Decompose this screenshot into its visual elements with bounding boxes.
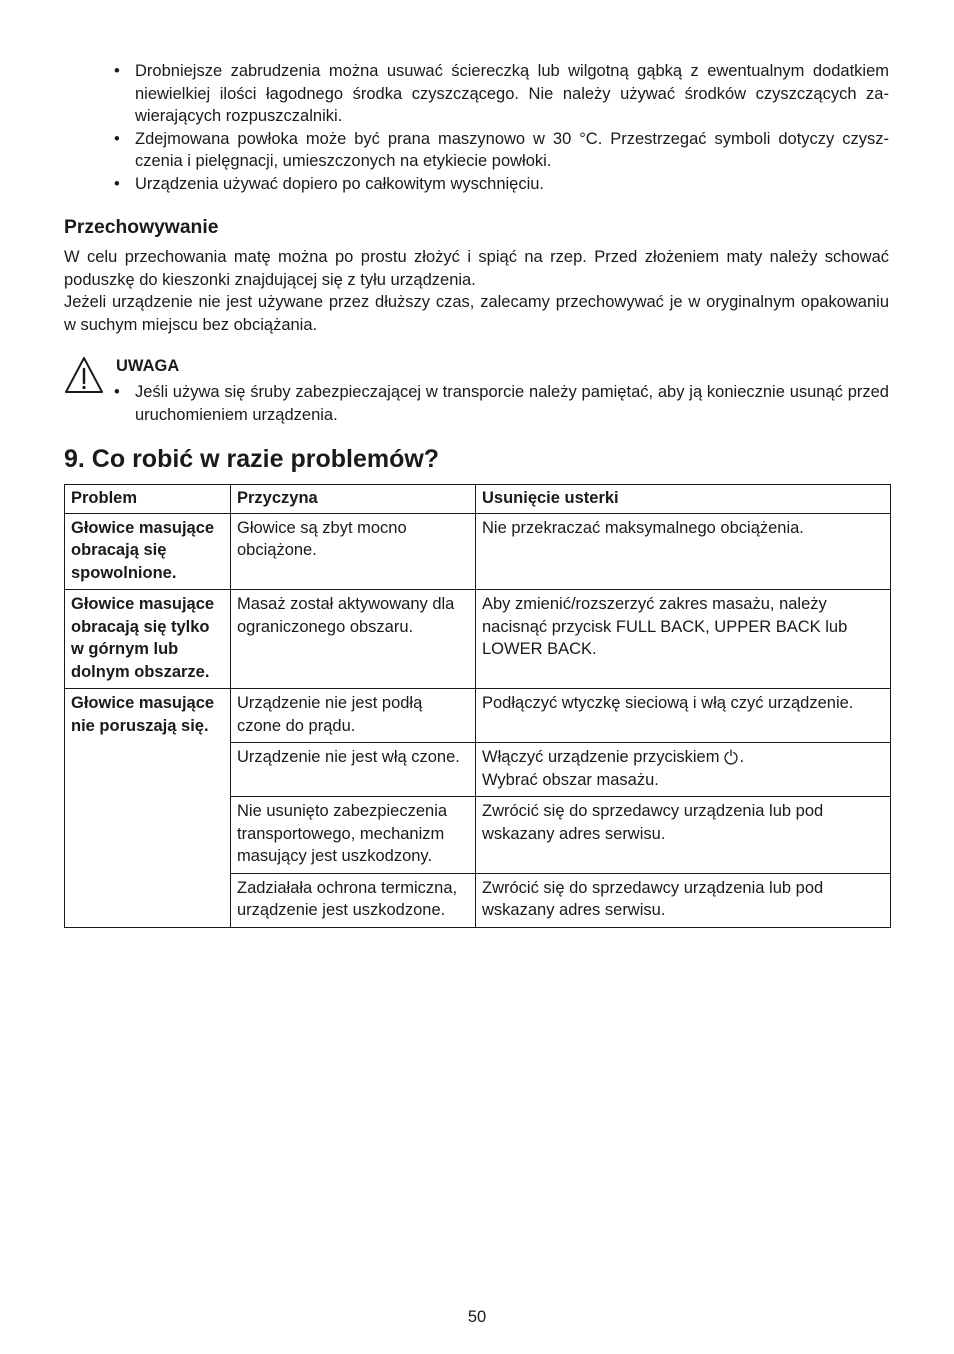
- bullet-icon: •: [114, 129, 120, 148]
- cause-cell: Masaż został aktywowany dla ograniczonego obszaru.: [231, 590, 476, 689]
- cause-cell: Nie usunięto zabezpieczenia transportowego, mechanizm masujący jest uszkodzony.: [231, 797, 476, 874]
- remedy-cell: Podłączyć wtyczkę sieciową i włą czyć urządzenie.: [476, 689, 891, 743]
- storage-paragraph: W celu przechowania matę można po prostu złożyć i spiąć na rzep. Przed złożeniem maty należy schować poduszkę do kieszonki znajdującej się z tyłu urządzenia.: [64, 248, 889, 289]
- warning-list: [113, 381, 889, 426]
- bullet-icon: •: [114, 62, 120, 80]
- table-row: [65, 590, 891, 689]
- remedy-text-end: .: [739, 748, 745, 766]
- remedy-cell: [476, 743, 891, 797]
- column-header: Przyczyna: [231, 485, 476, 514]
- problem-cell: Głowice masujące obracają się spowolnione.: [65, 513, 231, 590]
- bullet-icon: •: [114, 383, 120, 401]
- cause-cell: Głowice są zbyt mocno obciążone.: [231, 513, 476, 590]
- table-row: [65, 689, 891, 743]
- page-number: 50: [467, 1308, 487, 1326]
- list-item: [113, 381, 889, 426]
- cause-cell: Urządzenie nie jest włą czone.: [231, 743, 476, 797]
- remedy-cell: Nie przekraczać maksymalnego obciążenia.: [476, 513, 891, 590]
- troubleshooting-table: [64, 484, 891, 928]
- storage-section: [64, 246, 889, 336]
- remedy-text: Wybrać obszar masażu.: [482, 770, 659, 789]
- list-item-text: Jeśli używa się śruby zabezpieczającej w transporcie należy pamiętać, aby ją koniecznie usunąć przed uruchomieniem urządzenia.: [135, 383, 889, 424]
- list-item: [113, 173, 889, 196]
- list-item-text: Zdejmowana powłoka może być prana maszynowo w 30 °C. Przestrzegać symboli dotyczy czyszczenia i pielęgnacji, umieszczonych na etykiecie powłoki.: [135, 129, 889, 170]
- remedy-cell: Zwrócić się do sprzedawcy urządzenia lub pod wskazany adres serwisu.: [476, 873, 891, 927]
- chapter-title: 9. Co robić w razie problemów?: [64, 445, 440, 473]
- cleaning-bullet-list: [113, 60, 889, 195]
- bullet-icon: •: [114, 174, 120, 193]
- cause-cell: Urządzenie nie jest podłą czone do prądu.: [231, 689, 476, 743]
- storage-paragraph: Jeżeli urządzenie nie jest używane przez dłuższy czas, zalecamy przechowywać je w oryginalnym opakowaniu w suchym miejscu bez obciążania.: [64, 293, 889, 334]
- table-row: [65, 513, 891, 590]
- cause-cell: Zadziałała ochrona termiczna, urządzenie jest uszkodzone.: [231, 873, 476, 927]
- column-header: Usunięcie usterki: [476, 485, 891, 514]
- remedy-cell: Zwrócić się do sprzedawcy urządzenia lub pod wskazany adres serwisu.: [476, 797, 891, 874]
- problem-cell: Głowice masujące nie poruszają się.: [65, 689, 231, 928]
- power-icon: [723, 749, 739, 765]
- table-header-row: [65, 485, 891, 514]
- list-item: [113, 60, 889, 128]
- warning-title: UWAGA: [116, 357, 180, 375]
- list-item: [113, 128, 889, 173]
- remedy-cell: Aby zmienić/rozszerzyć zakres masażu, należy nacisnąć przycisk FULL BACK, UPPER BACK lub LOWER BACK.: [476, 590, 891, 689]
- list-item-text: Urządzenia używać dopiero po całkowitym wyschnięciu.: [135, 174, 545, 193]
- problem-cell: Głowice masujące obracają się tylko w górnym lub dolnym obszarze.: [65, 590, 231, 689]
- remedy-text: Włączyć urządzenie przyciskiem: [482, 748, 720, 766]
- list-item-text: Drobniejsze zabrudzenia można usuwać ściereczką lub wilgotną gąbką z ewentualnym dodatkiem niewielkiej ilości łagodnego środka czyszczącego. Nie należy używać środków czyszczących zawierających rozpuszczalniki.: [135, 62, 889, 125]
- column-header: Problem: [65, 485, 231, 514]
- storage-heading: Przechowywanie: [64, 217, 219, 238]
- warning-triangle-icon: [64, 356, 104, 394]
